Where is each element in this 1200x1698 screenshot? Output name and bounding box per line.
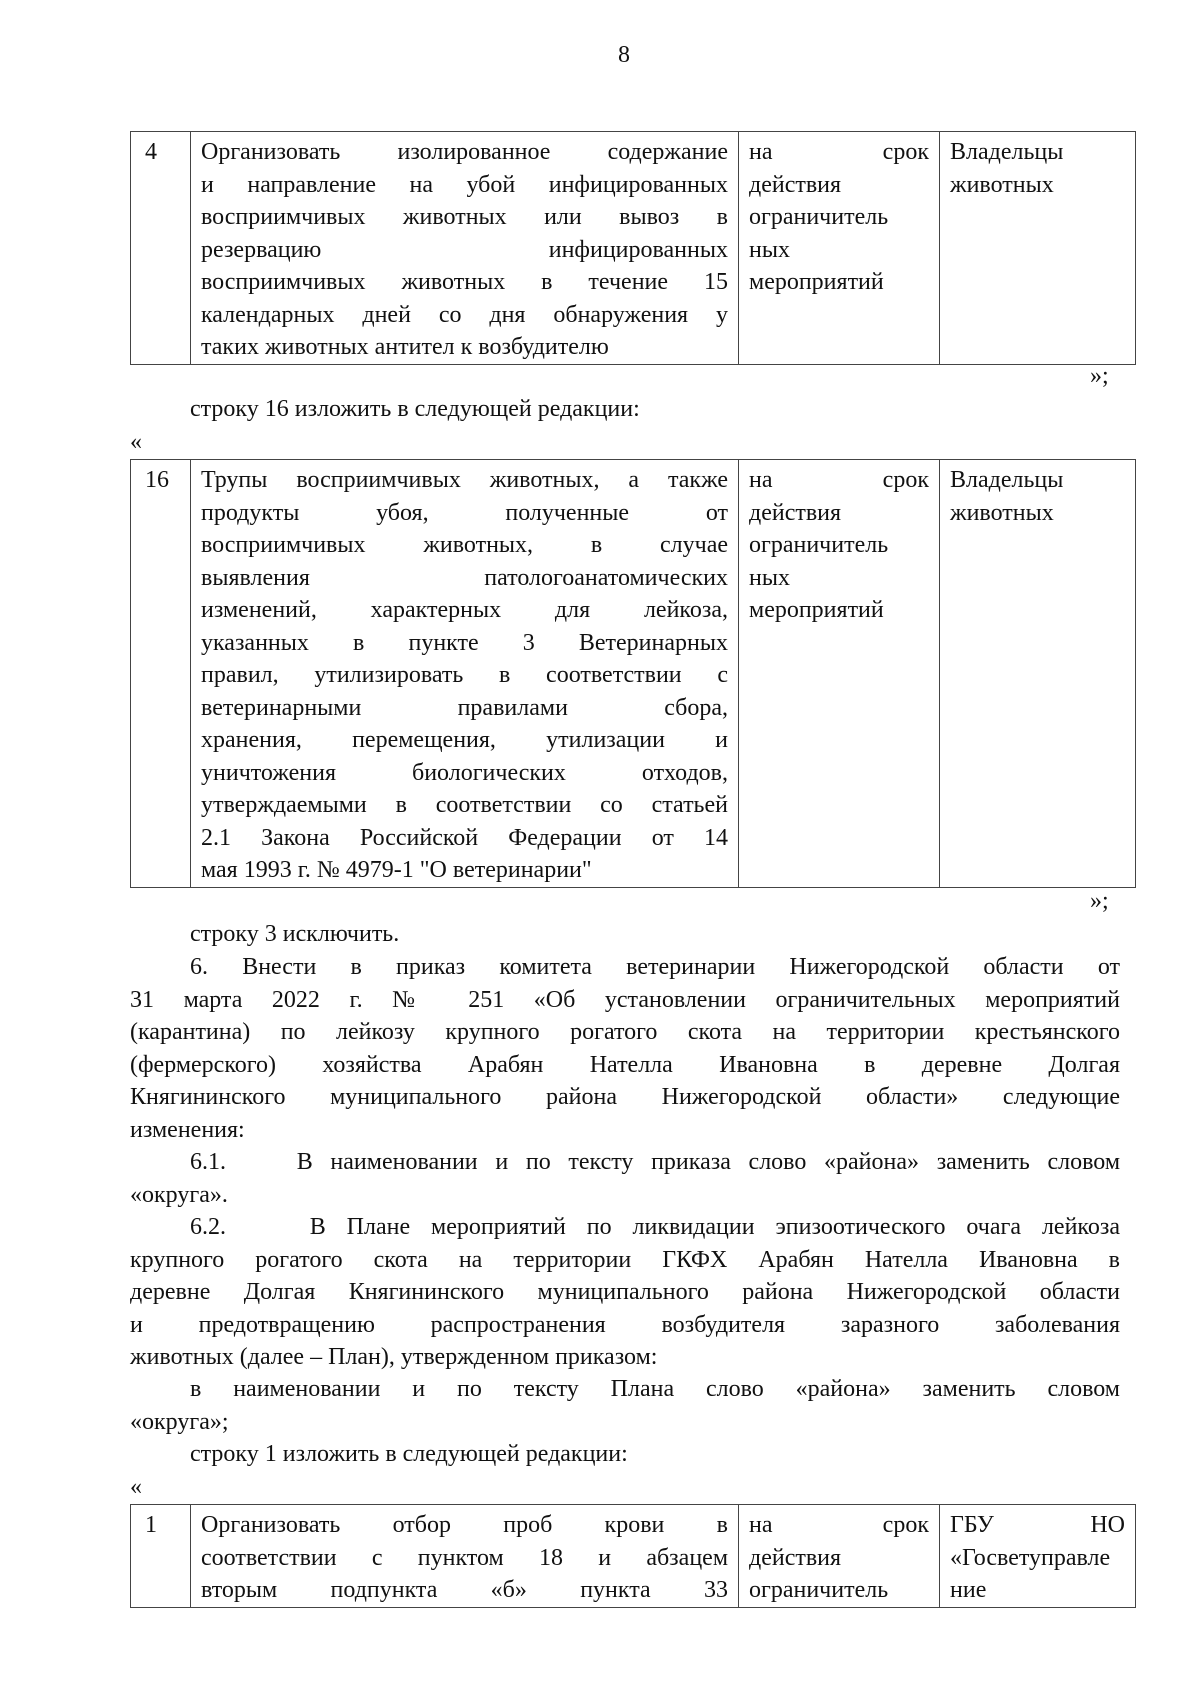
term-text: на срок действия ограничитель ных мероприятий bbox=[739, 132, 940, 365]
opening-quote: « bbox=[130, 429, 142, 455]
paragraph-6: 6. Внести в приказ комитета ветеринарии Нижегородской области от 31 марта 2022 г. № 251 «Об установлении ограничительных мероприятий (карантина) по лейкозу крупного рогатого скота на территории крестьянского (фермерского) хозяйства Арабян Нателла Ивановна в деревне Долгая Княгининского муниципального района Нижегородской области» следующие изменения: bbox=[130, 954, 1120, 1143]
paragraph-6-1: 6.1. В наименовании и по тексту приказа слово «района» заменить словом «округа». bbox=[130, 1149, 1120, 1208]
table-row-16 bbox=[130, 459, 1136, 888]
table-row-1 bbox=[130, 1504, 1136, 1608]
opening-quote: « bbox=[130, 1474, 142, 1500]
row-number: 4 bbox=[131, 132, 191, 365]
responsible-text: Владельцы животных bbox=[940, 460, 1136, 888]
measure-text: Организовать отбор проб крови в соответствии с пунктом 18 и абзацем вторым подпункта «б» пункта 33 bbox=[191, 1505, 739, 1608]
row-number: 16 bbox=[131, 460, 191, 888]
responsible-text: ГБУ НО «Госветуправле ние bbox=[940, 1505, 1136, 1608]
instruction-line: строку 3 исключить. bbox=[190, 921, 400, 947]
responsible-text: Владельцы животных bbox=[940, 132, 1136, 365]
row-number: 1 bbox=[131, 1505, 191, 1608]
closing-quote: »; bbox=[1090, 363, 1109, 389]
paragraph-plan: в наименовании и по тексту Плана слово «района» заменить словом «округа»; bbox=[130, 1376, 1120, 1435]
term-text: на срок действия ограничитель bbox=[739, 1505, 940, 1608]
measure-text: Организовать изолированное содержание и направление на убой инфицированных восприимчивых животных или вывоз в резервацию инфицированных восприимчивых животных в течение 15 календарных дней со дня обнаружения у таких животных антител к возбудителю bbox=[191, 132, 739, 365]
closing-quote: »; bbox=[1090, 888, 1109, 914]
paragraph-6-2: 6.2. В Плане мероприятий по ликвидации эпизоотического очага лейкоза крупного рогатого скота на территории ГКФХ Арабян Нателла Ивановна в деревне Долгая Княгининского муниципального района Нижегородской области и предотвращению распространения возбудителя заразного заболевания животных (далее – План), утвержденном приказом: bbox=[130, 1214, 1120, 1370]
instruction-line: строку 1 изложить в следующей редакции: bbox=[190, 1441, 628, 1467]
page-number: 8 bbox=[618, 42, 630, 68]
measure-text: Трупы восприимчивых животных, а также продукты убоя, полученные от восприимчивых животных, в случае выявления патологоанатомических изменений, характерных для лейкоза, указанных в пункте 3 Ветеринарных правил, утилизировать в соответствии с ветеринарными правилами сбора, хранения, перемещения, утилизации и уничтожения биологических отходов, утверждаемыми в соответствии со статьей 2.1 Закона Российской Федерации от 14 мая 1993 г. № 4979-1 "О ветеринарии" bbox=[191, 460, 739, 888]
term-text: на срок действия ограничитель ных мероприятий bbox=[739, 460, 940, 888]
instruction-line: строку 16 изложить в следующей редакции: bbox=[190, 396, 640, 422]
table-row-4 bbox=[130, 131, 1136, 365]
